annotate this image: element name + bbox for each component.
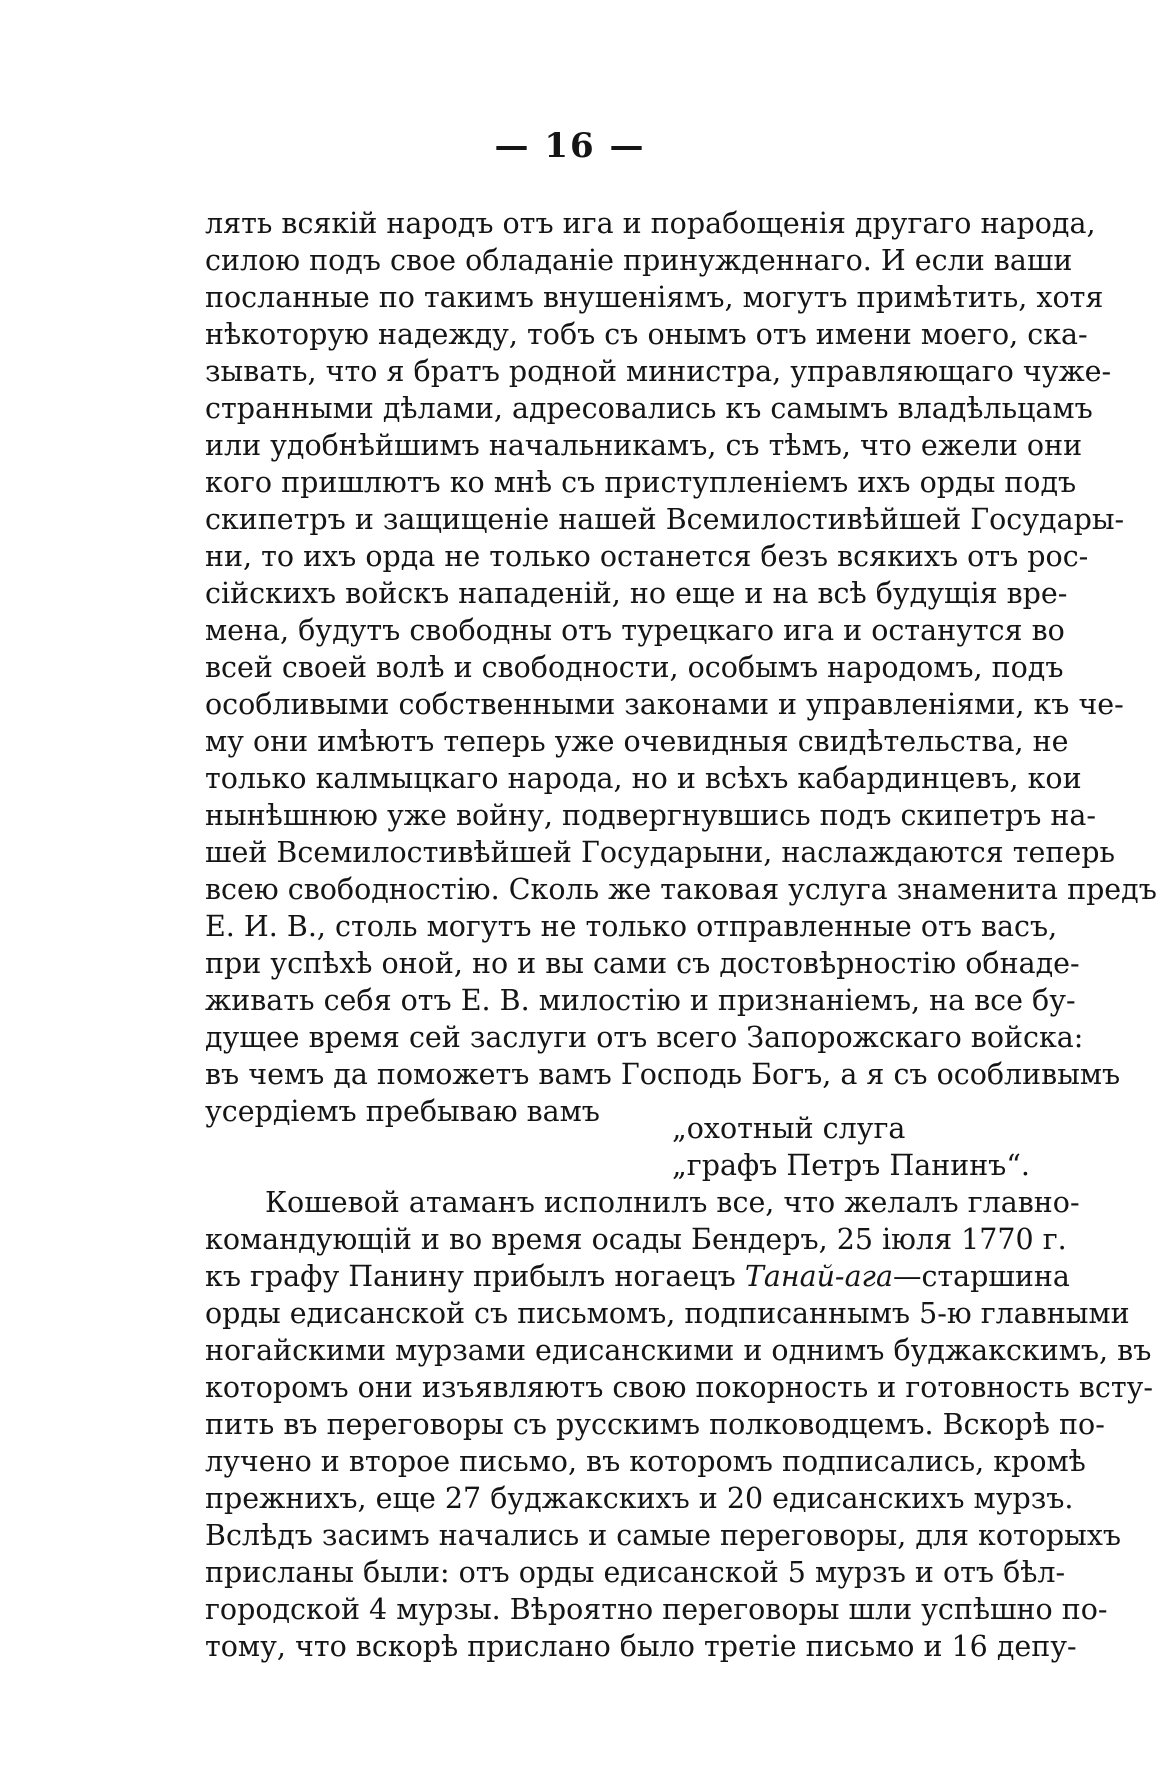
text-line: лучено и второе письмо, въ которомъ подписались, кромѣ bbox=[205, 1445, 1086, 1478]
text-line: сійскихъ войскъ нападеній, но еще и на всѣ будущія вре- bbox=[205, 577, 1068, 610]
text-line: му они имѣютъ теперь уже очевидныя свидѣтельства, не bbox=[205, 725, 1069, 758]
text-line: Вслѣдъ засимъ начались и самые переговоры, для которыхъ bbox=[205, 1519, 1122, 1552]
text-line: только калмыцкаго народа, но и всѣхъ кабардинцевъ, кои bbox=[205, 762, 1082, 795]
text-line: силою подъ свое обладаніе принужденнаго. И если ваши bbox=[205, 244, 1073, 277]
text-line: ни, то ихъ орда не только останется безъ всякихъ отъ рос- bbox=[205, 540, 1089, 573]
signature-closing: „охотный слуга bbox=[672, 1112, 906, 1145]
text-line: тому, что вскорѣ прислано было третіе письмо и 16 депу- bbox=[205, 1630, 1077, 1663]
text-line: скипетръ и защищеніе нашей Всемилостивѣйшей Государы- bbox=[205, 503, 1125, 536]
signature-name: „графъ Петръ Панинъ“. bbox=[672, 1149, 1030, 1182]
text-line: всею свободностію. Сколь же таковая услуга знаменита предъ bbox=[205, 873, 1157, 906]
text-line: живать себя отъ Е. В. милостію и признаніемъ, на все бу- bbox=[205, 984, 1076, 1017]
text-line: пить въ переговоры съ русскимъ полководцемъ. Вскорѣ по- bbox=[205, 1408, 1105, 1441]
text-line: Е. И. В., столь могутъ не только отправленные отъ васъ, bbox=[205, 910, 1058, 943]
text-line: въ чемъ да поможетъ вамъ Господь Богъ, а я съ особливымъ bbox=[205, 1058, 1121, 1091]
text-line: орды едисанской съ письмомъ, подписаннымъ 5-ю главными bbox=[205, 1297, 1130, 1330]
text-line: усердіемъ пребываю вамъ bbox=[205, 1095, 600, 1128]
text-line: мена, будутъ свободны отъ турецкаго ига и останутся во bbox=[205, 614, 1065, 647]
text-line: ногайскими мурзами едисанскими и однимъ буджакскимъ, въ bbox=[205, 1334, 1152, 1367]
text-line: нынѣшнюю уже войну, подвергнувшись подъ скипетръ на- bbox=[205, 799, 1097, 832]
text-run: къ графу Панину прибылъ ногаецъ bbox=[205, 1260, 745, 1293]
text-line: прежнихъ, еще 27 буджакскихъ и 20 едисанскихъ мурзъ. bbox=[205, 1482, 1074, 1515]
text-line: присланы были: отъ орды едисанской 5 мурзъ и отъ бѣл- bbox=[205, 1556, 1066, 1589]
text-line: шей Всемилостивѣйшей Государыни, наслаждаются теперь bbox=[205, 836, 1115, 869]
text-line: особливыми собственными законами и управленіями, къ че- bbox=[205, 688, 1124, 721]
paragraph-letter-continuation bbox=[205, 205, 1157, 1130]
text-line: командующій и во время осады Бендеръ, 25 іюля 1770 г. bbox=[205, 1223, 1067, 1256]
text-line: лять всякій народъ отъ ига и порабощенія другаго народа, bbox=[205, 207, 1096, 240]
page-number: — 16 — bbox=[494, 126, 646, 166]
text-line: странными дѣлами, адресовались къ самымъ владѣльцамъ bbox=[205, 392, 1093, 425]
text-line: всей своей волѣ и свободности, особымъ народомъ, подъ bbox=[205, 651, 1064, 684]
text-line: городской 4 мурзы. Вѣроятно переговоры шли успѣшно по- bbox=[205, 1593, 1108, 1626]
text-line: зывать, что я братъ родной министра, управляющаго чуже- bbox=[205, 355, 1112, 388]
text-line: которомъ они изъявляютъ свою покорность и готовность всту- bbox=[205, 1371, 1154, 1404]
text-line: нѣкоторую надежду, тобъ съ онымъ отъ имени моего, ска- bbox=[205, 318, 1088, 351]
text-line: при успѣхѣ оной, но и вы сами съ достовѣрностію обнаде- bbox=[205, 947, 1080, 980]
paragraph-narrative bbox=[205, 1184, 1154, 1665]
text-line: кого пришлютъ ко мнѣ съ приступленіемъ ихъ орды подъ bbox=[205, 466, 1077, 499]
text-line: Кошевой атаманъ исполнилъ все, что желалъ главно- bbox=[265, 1186, 1080, 1219]
text-run: —старшина bbox=[892, 1260, 1070, 1293]
italic-name: Танай-ага bbox=[744, 1260, 893, 1293]
text-line-with-italic bbox=[205, 1258, 1070, 1295]
text-line: или удобнѣйшимъ начальникамъ, съ тѣмъ, что ежели они bbox=[205, 429, 1083, 462]
text-line: посланные по такимъ внушеніямъ, могутъ примѣтить, хотя bbox=[205, 281, 1104, 314]
letter-signature bbox=[672, 1110, 1043, 1184]
text-line: дущее время сей заслуги отъ всего Запорожскаго войска: bbox=[205, 1021, 1084, 1054]
